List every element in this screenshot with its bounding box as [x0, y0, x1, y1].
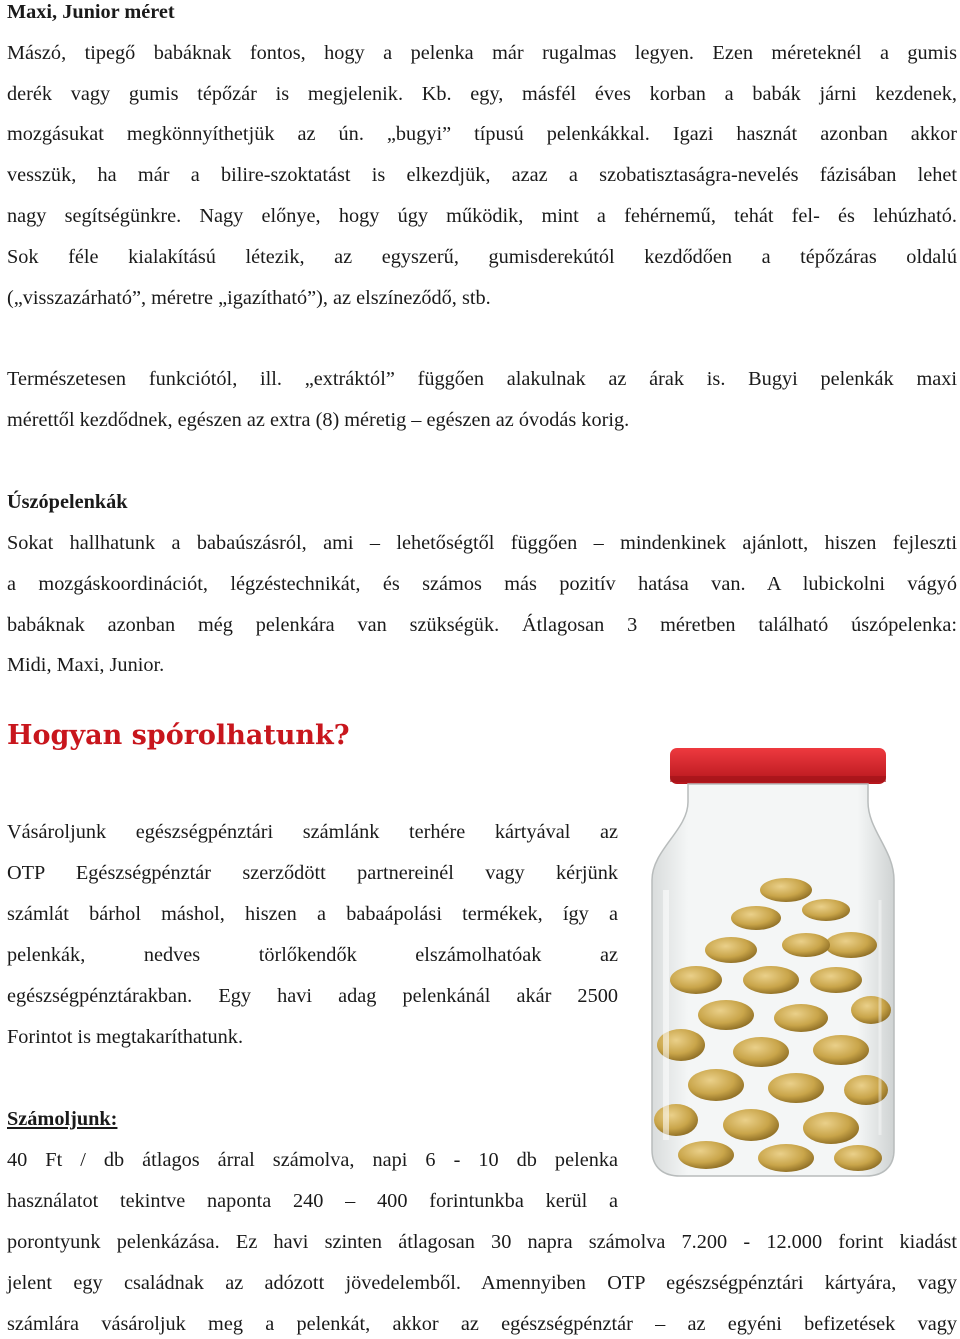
paragraph-line: egészségpénztárakban. Egy havi adag pelenkánál akár 2500	[7, 985, 618, 1007]
paragraph-line: mozgásukat megkönnyíthetjük az ún. „bugyi” típusú pelenkákkal. Igazi hasznát azonban akkor	[7, 123, 957, 145]
paragraph-line: jelent egy családnak az adózott jövedelemből. Amennyiben OTP egészségpénztári kártyára, vagy	[7, 1272, 957, 1294]
paragraph-line: nagy segítségünkre. Nagy előnye, hogy úgy működik, mint a fehérnemű, tehát fel- és lehúzható.	[7, 205, 957, 227]
paragraph-line: 40 Ft / db átlagos árral számolva, napi 6 - 10 db pelenka	[7, 1149, 618, 1171]
paragraph-line: Midi, Maxi, Junior.	[7, 654, 165, 676]
section-title-uszopelenkak: Úszópelenkák	[7, 491, 128, 513]
paragraph-line: Forintot is megtakaríthatunk.	[7, 1026, 244, 1048]
paragraph-line: mérettől kezdődnek, egészen az extra (8) méretig – egészen az óvodás korig.	[7, 409, 630, 431]
paragraph-line: pelenkák, nedves törlőkendők elszámolhatóak az	[7, 944, 618, 966]
paragraph-line: Természetesen funkciótól, ill. „extráktól” függően alakulnak az árak is. Bugyi pelenkák maxi	[7, 368, 957, 390]
paragraph-line: számlát bárhol máshol, hiszen a babaápolási termékek, így a	[7, 903, 618, 925]
paragraph-line: használatot tekintve naponta 240 – 400 forintunkba kerül a	[7, 1190, 618, 1212]
coin-jar-icon	[636, 740, 900, 1180]
paragraph-line: Mászó, tipegő babáknak fontos, hogy a pelenka már rugalmas legyen. Ezen méreteknél a gumis	[7, 42, 957, 64]
section-title-spórolás: Hogyan spórolhatunk?	[7, 720, 350, 751]
paragraph-line: számlára vásároljuk meg a pelenkát, akkor az egészségpénztár – az egyéni befizetések vagy	[7, 1313, 957, 1335]
section-title-szamoljunk: Számoljunk:	[7, 1108, 118, 1130]
paragraph-line: porontyunk pelenkázása. Ez havi szinten átlagosan 30 napra számolva 7.200 - 12.000 forint kiadást	[7, 1231, 957, 1253]
paragraph-line: Vásároljunk egészségpénztári számlánk terhére kártyával az	[7, 821, 618, 843]
paragraph-line: vesszük, ha már a bilire-szoktatást is elkezdjük, azaz a szobatisztaságra-nevelés fázisában lehet	[7, 164, 957, 186]
paragraph-line: („visszazárható”, méretre „igazítható”), az elszíneződő, stb.	[7, 287, 491, 309]
paragraph-line: derék vagy gumis tépőzár is megjelenik. Kb. egy, másfél éves korban a babák járni kezdenek,	[7, 83, 957, 105]
paragraph-line: Sok féle kialakítású létezik, az egyszerű, gumisderekútól kezdődően a tépőzáras oldalú	[7, 246, 957, 268]
paragraph-line: Sokat hallhatunk a babaúszásról, ami – lehetőségtől függően – mindenkinek ajánlott, hiszen fejleszti	[7, 532, 957, 554]
paragraph-line: a mozgáskoordinációt, légzéstechnikát, és számos más pozitív hatása van. A lubickolni vágyó	[7, 573, 957, 595]
paragraph-line: OTP Egészségpénztár szerződött partnereinél vagy kérjünk	[7, 862, 618, 884]
paragraph-line: babáknak azonban még pelenkára van szükségük. Átlagosan 3 méretben található úszópelenka:	[7, 614, 957, 636]
section-title-maxi-junior: Maxi, Junior méret	[7, 1, 175, 23]
